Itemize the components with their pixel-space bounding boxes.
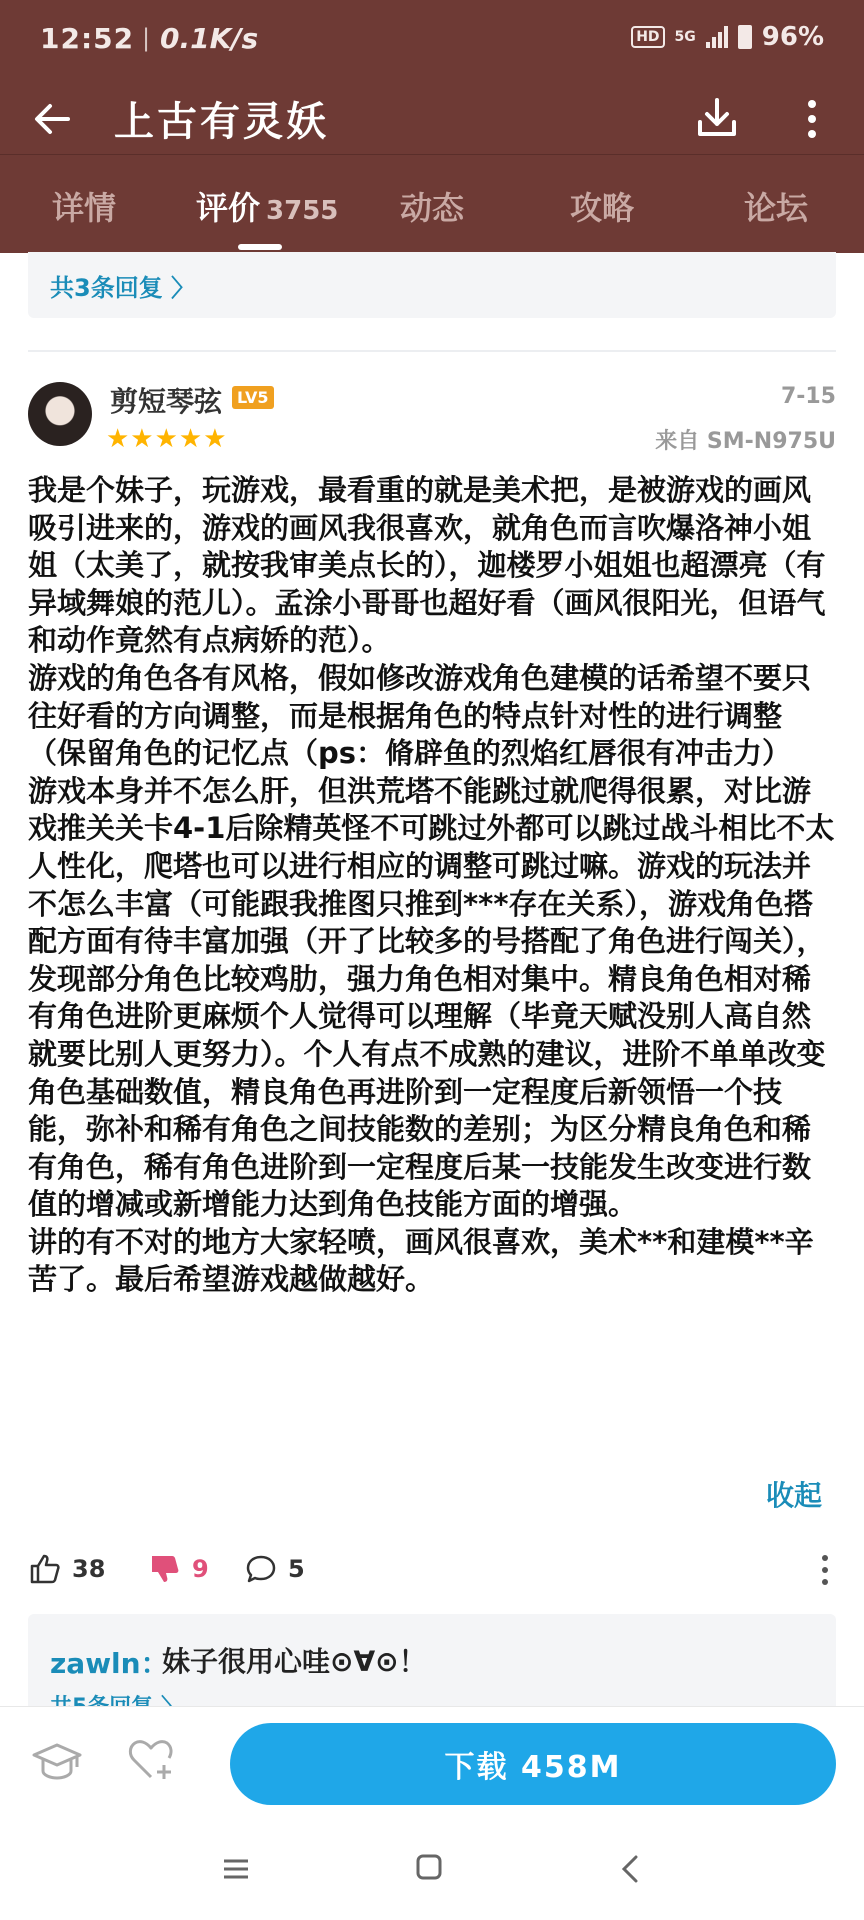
status-time: 12:52 bbox=[40, 22, 135, 55]
app-bar bbox=[0, 84, 864, 154]
like-button[interactable] bbox=[28, 1552, 105, 1586]
thumbs-down-icon bbox=[148, 1552, 182, 1586]
arrow-left-icon bbox=[28, 94, 78, 144]
reply-author[interactable]: zawln： bbox=[50, 1647, 169, 1680]
battery-icon bbox=[738, 25, 752, 49]
bottom-bar bbox=[0, 1706, 864, 1811]
more-vertical-icon bbox=[794, 94, 830, 144]
network-type: 5G bbox=[674, 29, 696, 45]
tab-guides[interactable]: 攻略 bbox=[570, 189, 635, 227]
network-speed: 0.1K/s bbox=[160, 22, 259, 55]
reply-text: 妹子很用心哇⊙∀⊙！ bbox=[162, 1645, 427, 1678]
hd-icon: HD bbox=[631, 26, 664, 48]
avatar[interactable] bbox=[28, 382, 92, 446]
comment-count: 5 bbox=[288, 1555, 305, 1583]
tab-forum[interactable]: 论坛 bbox=[744, 189, 809, 227]
like-count: 38 bbox=[72, 1555, 106, 1583]
system-back-button[interactable] bbox=[620, 1854, 640, 1884]
collapse-link[interactable]: 收起 bbox=[766, 1479, 823, 1512]
recent-apps-button[interactable] bbox=[222, 1858, 250, 1880]
dislike-count: 9 bbox=[192, 1555, 209, 1583]
home-button[interactable] bbox=[416, 1854, 442, 1880]
tab-reviews[interactable]: 评价 3755 bbox=[196, 189, 339, 227]
previous-replies-box bbox=[28, 252, 836, 318]
review-device: 来自 SM-N975U bbox=[655, 429, 836, 454]
more-vertical-icon bbox=[818, 1550, 832, 1590]
level-badge: LV5 bbox=[232, 386, 274, 409]
tab-activity[interactable]: 动态 bbox=[400, 189, 465, 227]
menu-icon bbox=[222, 1858, 250, 1880]
download-button[interactable]: 下载 458M bbox=[230, 1723, 836, 1805]
chevron-left-icon bbox=[620, 1854, 640, 1884]
signal-icon bbox=[706, 26, 728, 48]
tab-indicator bbox=[238, 244, 282, 250]
tab-details[interactable]: 详情 bbox=[52, 189, 117, 227]
comment-icon bbox=[244, 1552, 278, 1586]
reply-box bbox=[28, 1614, 836, 1706]
download-icon bbox=[690, 92, 744, 146]
page-title: 上古有灵妖 bbox=[114, 99, 329, 145]
heart-plus-icon bbox=[126, 1735, 176, 1783]
review-count: 3755 bbox=[266, 196, 339, 226]
rating-stars: ★★★★★ bbox=[106, 424, 228, 454]
graduation-cap-button[interactable] bbox=[30, 1737, 84, 1785]
review-text: 我是个妹子，玩游戏，最看重的就是美术把，是被游戏的画风吸引进来的，游戏的画风我很喜欢，就角色而言吹爆洛神小姐姐（太美了，就按我审美点长的），迦楼罗小姐姐也超漂亮（有异域舞娘的范儿）。孟涂小哥哥也超好看（画风很阳光，但语气和动作竟然有点病娇的范）。 游戏的角色各有风格，假如修改游戏角色建模的话希望不要只往好看的方向调整，而是根据角色的特点针对性的进行调整（保留角色的记忆点（ps：脩辟鱼的烈焰红唇很有冲击力） 游戏本身并不怎么肝，但洪荒塔不能跳过就爬得很累，对比游戏推关关卡4-1后除精英怪不可跳过外都可以跳过战斗相比不太人性化，爬塔也可以进行相应的调整可跳过嘛。游戏的玩法并不怎么丰富（可能跟我推图只推到***存在关系），游戏角色搭配方面有待丰富加强（开了比较多的号搭配了角色进行闯关），发现部分角色比较鸡肋，强力角色相对集中。精良角色相对稀有角色进阶更麻烦个人觉得可以理解（毕竟天赋没别人高自然就要比别人更努力）。个人有点不成熟的建议，进阶不单单改变角色基础数值，精良角色再进阶到一定程度后新领悟一个技能，弥补和稀有角色之间技能数的差别；为区分精良角色和稀有角色，稀有角色进阶到一定程度后某一技能发生改变进行数值的增减或新增能力达到角色技能方面的增强。 讲的有不对的地方大家轻喷，画风很喜欢，美术**和建模**辛苦了。最后希望游戏越做越好。 bbox=[28, 473, 835, 1297]
favorite-button[interactable] bbox=[126, 1735, 176, 1783]
dislike-button[interactable] bbox=[148, 1552, 209, 1586]
graduation-cap-icon bbox=[30, 1737, 84, 1785]
comment-button[interactable] bbox=[244, 1552, 305, 1586]
review-username[interactable]: 剪短琴弦 bbox=[110, 385, 223, 418]
back-button[interactable] bbox=[28, 94, 78, 144]
download-header-button[interactable] bbox=[690, 92, 744, 146]
review-date: 7-15 bbox=[780, 384, 836, 409]
more-button[interactable] bbox=[794, 94, 830, 144]
status-right bbox=[631, 22, 824, 52]
system-nav-bar bbox=[0, 1820, 864, 1920]
review-actions bbox=[28, 1548, 836, 1592]
divider bbox=[28, 350, 836, 352]
thumbs-up-icon bbox=[28, 1552, 62, 1586]
view-replies-link[interactable]: 共3条回复 〉 bbox=[50, 274, 196, 302]
tab-bar bbox=[0, 154, 864, 253]
review-more-button[interactable] bbox=[818, 1550, 832, 1590]
battery-level: 96% bbox=[761, 22, 824, 52]
home-square-icon bbox=[416, 1854, 442, 1880]
status-separator: | bbox=[142, 24, 151, 52]
status-bar bbox=[0, 0, 864, 84]
